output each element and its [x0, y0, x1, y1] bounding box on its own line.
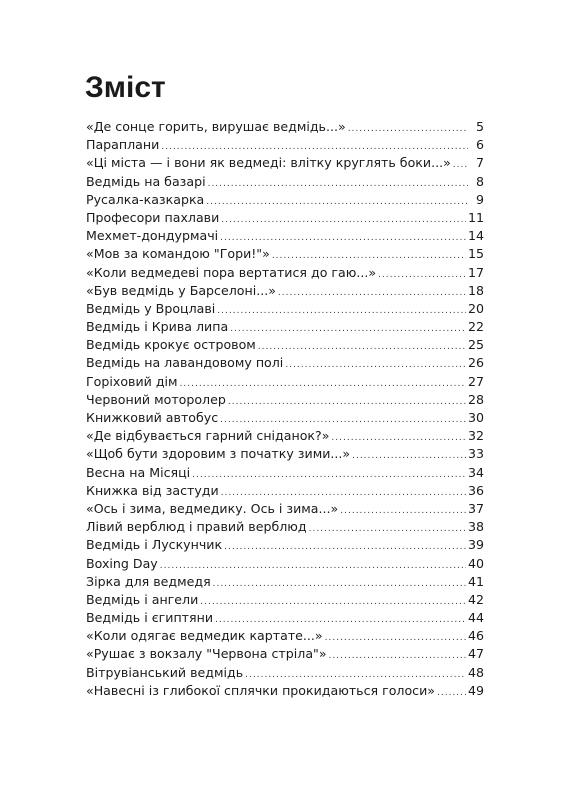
toc-page-number: 48: [467, 664, 484, 680]
dot-leader: [224, 538, 466, 556]
toc-entry-title: «Був ведмідь у Барселоні...»: [86, 282, 276, 298]
table-of-contents: [86, 118, 484, 700]
toc-entry: [86, 354, 484, 372]
toc-page-number: 14: [467, 228, 484, 244]
toc-page-number: 46: [467, 628, 484, 644]
toc-entry-title: «Мов за командою "Гори!"»: [86, 246, 270, 262]
dot-leader: [221, 211, 466, 229]
toc-page-number: 8: [475, 173, 484, 189]
toc-entry: [86, 391, 484, 409]
toc-entry-title: Ведмідь крокує островом: [86, 337, 256, 353]
dot-leader: [329, 647, 466, 665]
toc-entry: [86, 464, 484, 482]
dot-leader: [309, 520, 466, 538]
toc-entry: [86, 645, 484, 663]
toc-page-number: 20: [467, 300, 484, 316]
toc-entry: [86, 209, 484, 227]
toc-entry: [86, 336, 484, 354]
toc-page-number: 6: [475, 137, 484, 153]
toc-entry: [86, 427, 484, 445]
toc-entry: [86, 536, 484, 554]
dot-leader: [331, 429, 466, 447]
toc-entry-title: Мехмет-дондурмачі: [86, 228, 219, 244]
toc-entry-title: «Коли ведмедеві пора вертатися до гаю...»: [86, 264, 377, 280]
toc-entry: [86, 118, 484, 136]
toc-page-number: 41: [467, 573, 484, 589]
toc-entry: [86, 609, 484, 627]
toc-entry-title: Ведмідь і Лускунчик: [86, 537, 223, 553]
toc-entry: [86, 591, 484, 609]
toc-page-number: 49: [467, 682, 484, 698]
dot-leader: [258, 338, 466, 356]
toc-entry: [86, 154, 484, 172]
toc-entry-title: Ведмідь на лавандовому полі: [86, 355, 284, 371]
toc-entry: [86, 373, 484, 391]
toc-page-number: 47: [467, 646, 484, 662]
toc-entry: [86, 264, 484, 282]
toc-entry-title: «Де сонце горить, вирушає ведмідь...»: [86, 119, 346, 134]
toc-entry-title: Книжка від застуди: [86, 482, 219, 498]
toc-page-number: 34: [467, 464, 484, 480]
page-title: Зміст: [85, 71, 166, 104]
toc-page-number: 37: [467, 500, 484, 516]
toc-entry-title: «Ось і зима, ведмедику. Ось і зима...»: [86, 500, 339, 516]
toc-page-number: 7: [475, 155, 484, 171]
toc-entry: [86, 300, 484, 318]
toc-entry-title: Книжковий автобус: [86, 410, 219, 425]
toc-entry-title: Вітрувіанський ведмідь: [86, 664, 244, 680]
dot-leader: [208, 175, 468, 193]
toc-entry-title: Професори пахлави: [86, 209, 220, 225]
toc-page-number: 15: [467, 246, 484, 262]
dot-leader: [206, 193, 468, 211]
toc-page-number: 27: [467, 373, 484, 389]
dot-leader: [285, 356, 466, 374]
dot-leader: [200, 593, 466, 611]
toc-page-number: 26: [467, 355, 484, 371]
toc-entry: [86, 445, 484, 463]
toc-entry-title: Ведмідь і Крива липа: [86, 319, 229, 335]
toc-page-number: 36: [467, 482, 484, 498]
toc-entry: [86, 555, 484, 573]
toc-entry-title: Червоний моторолер: [86, 391, 226, 407]
toc-entry: [86, 500, 484, 518]
toc-entry: [86, 318, 484, 336]
dot-leader: [378, 266, 466, 284]
toc-page-number: 5: [475, 119, 484, 134]
toc-entry-title: Ведмідь на базарі: [86, 173, 206, 189]
toc-entry: [86, 482, 484, 500]
dot-leader: [217, 302, 466, 320]
toc-page-number: 30: [467, 410, 484, 425]
dot-leader: [325, 629, 466, 647]
toc-page-number: 40: [467, 555, 484, 571]
dot-leader: [437, 684, 466, 702]
toc-page-number: 44: [467, 610, 484, 626]
dot-leader: [453, 156, 468, 174]
toc-entry-title: Горіховий дім: [86, 373, 178, 389]
toc-page-number: 25: [467, 337, 484, 353]
toc-entry-title: «Де відбувається гарний сніданок?»: [86, 428, 330, 444]
toc-entry: [86, 627, 484, 645]
toc-entry: [86, 409, 484, 427]
toc-entry-title: Русалка-казкарка: [86, 191, 205, 207]
toc-entry-title: Ведмідь у Вроцлаві: [86, 300, 216, 316]
toc-entry-title: «Щоб бути здоровим з початку зими...»: [86, 446, 351, 462]
toc-entry: [86, 245, 484, 263]
toc-entry-title: Весна на Місяці: [86, 464, 191, 480]
toc-page-number: 32: [467, 428, 484, 444]
toc-page-number: 28: [467, 391, 484, 407]
dot-leader: [348, 120, 468, 138]
toc-entry-title: «Навесні із глибокої сплячки прокидаються голоси»: [86, 682, 435, 698]
toc-entry-title: Ведмідь і єгиптяни: [86, 610, 214, 626]
toc-entry: [86, 282, 484, 300]
toc-page-number: 17: [467, 264, 484, 280]
toc-entry: [86, 518, 484, 536]
toc-entry: [86, 227, 484, 245]
dot-leader: [340, 502, 466, 520]
toc-page-number: 9: [475, 191, 484, 207]
toc-page-number: 39: [467, 537, 484, 553]
toc-entry-title: «Ці міста — і вони як ведмеді: влітку круглять боки...»: [86, 155, 451, 171]
toc-entry-title: Лівий верблюд і правий верблюд: [86, 519, 307, 535]
toc-entry-title: Зірка для ведмедя: [86, 573, 211, 589]
toc-entry-title: «Рушає з вокзалу "Червона стріла"»: [86, 646, 327, 662]
toc-entry: [86, 682, 484, 700]
toc-page-number: 11: [467, 209, 484, 225]
dot-leader: [192, 466, 466, 484]
dot-leader: [352, 447, 466, 465]
toc-entry: [86, 191, 484, 209]
toc-page-number: 42: [467, 591, 484, 607]
dot-leader: [228, 393, 466, 411]
toc-entry-title: Ведмідь і ангели: [86, 591, 199, 607]
toc-page-number: 18: [467, 282, 484, 298]
toc-entry-title: Параплани: [86, 137, 160, 153]
toc-entry: [86, 573, 484, 591]
dot-leader: [230, 320, 466, 338]
toc-entry-title: «Коли одягає ведмедик картате...»: [86, 628, 323, 644]
dot-leader: [278, 284, 466, 302]
toc-entry: [86, 664, 484, 682]
toc-entry: [86, 173, 484, 191]
dot-leader: [213, 575, 466, 593]
toc-page-number: 33: [467, 446, 484, 462]
toc-page-number: 22: [467, 319, 484, 335]
toc-entry: [86, 136, 484, 154]
toc-page-number: 38: [467, 519, 484, 535]
toc-entry-title: Boxing Day: [86, 555, 158, 571]
